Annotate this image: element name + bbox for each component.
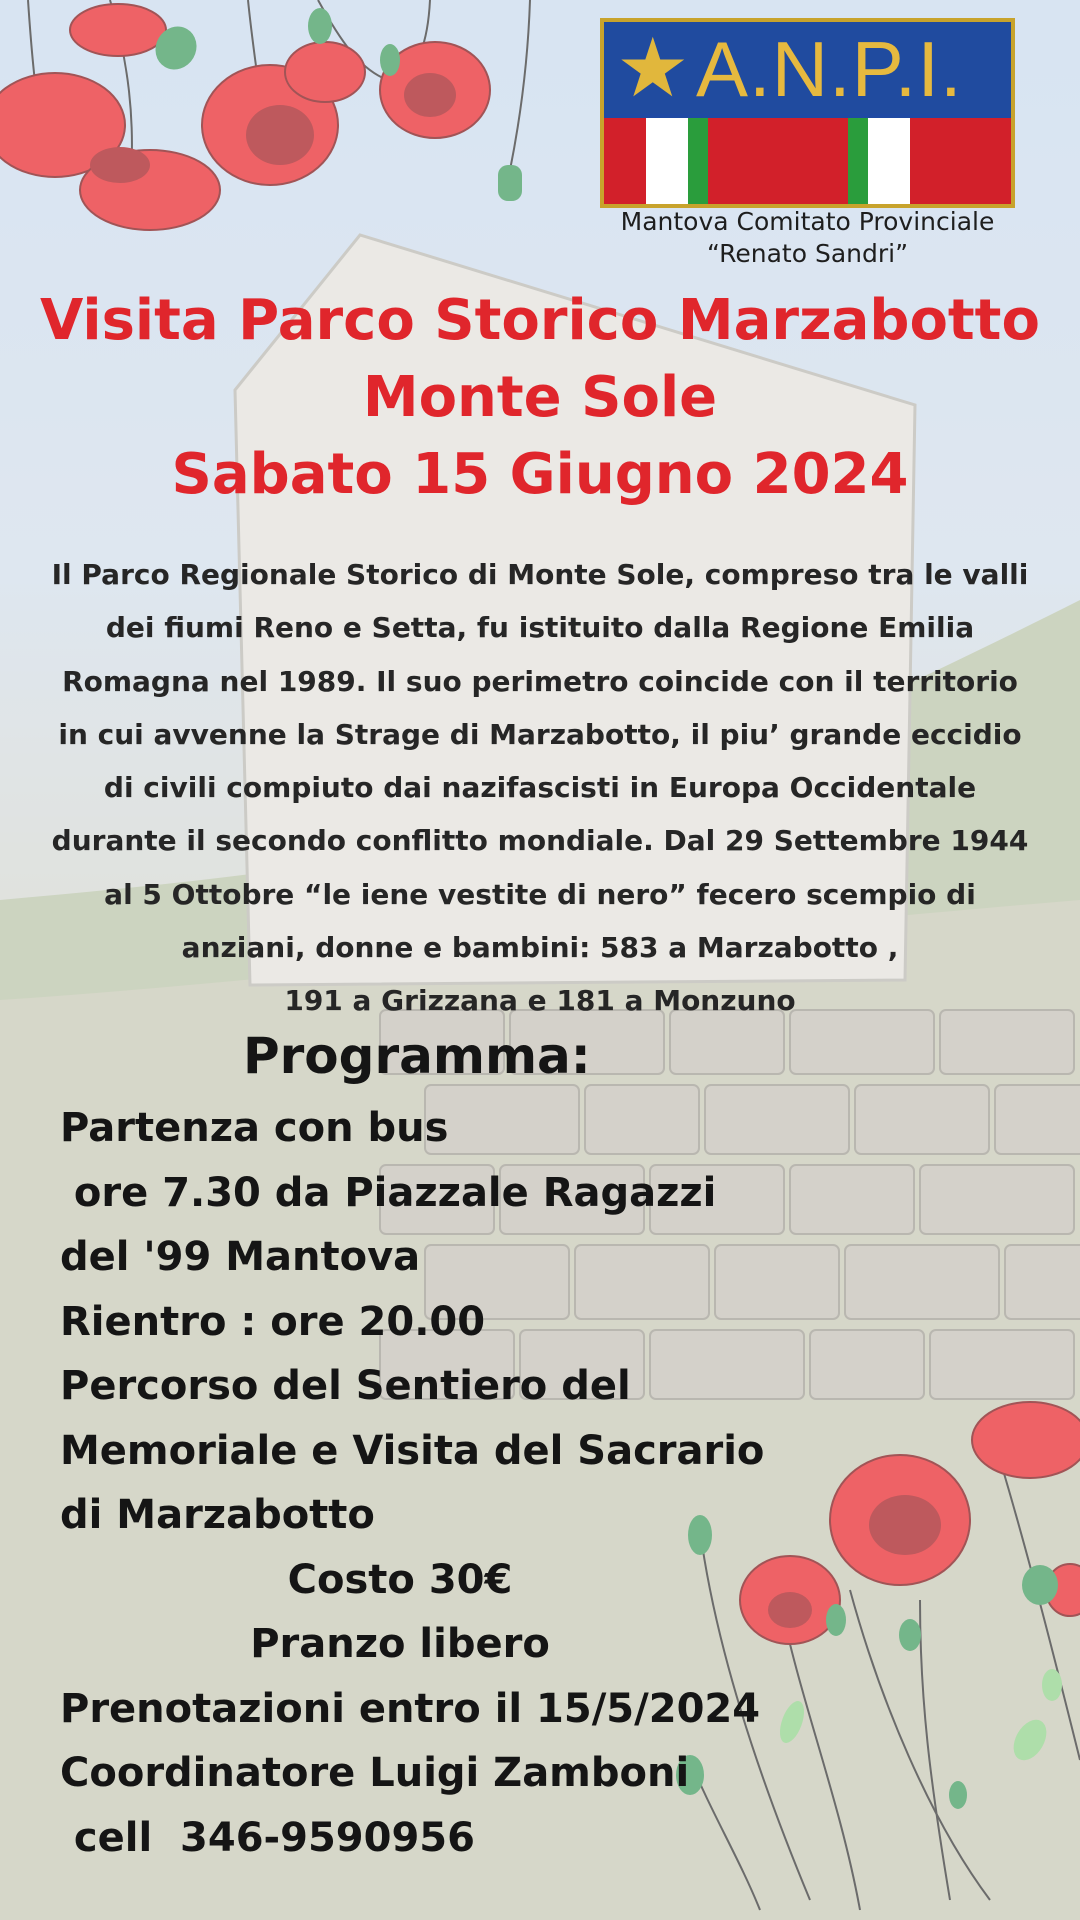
event-title: [40, 282, 1040, 513]
star-icon: ★: [616, 21, 690, 116]
program-line: Partenza con bus: [60, 1105, 449, 1151]
program-heading: Programma:: [243, 1027, 591, 1085]
logo-banner: [604, 22, 1011, 114]
coordinator-line: Coordinatore Luigi Zamboni: [60, 1750, 690, 1796]
program-line: Percorso del Sentiero del: [60, 1363, 631, 1409]
intro-line: in cui avvenne la Strage di Marzabotto, il piu’ grande eccidio: [58, 717, 1022, 751]
program-line: del '99 Mantova: [60, 1234, 421, 1280]
intro-line: di civili compiuto dai nazifascisti in Europa Occidentale: [103, 771, 977, 805]
cost-line: Costo 30€: [287, 1556, 513, 1603]
organization-line: Mantova Comitato Provinciale: [620, 207, 995, 236]
title-line: Visita Parco Storico Marzabotto: [40, 288, 1040, 353]
intro-line: al 5 Ottobre “le iene vestite di nero” fecero scempio di: [104, 877, 976, 911]
intro-line: Il Parco Regionale Storico di Monte Sole, compreso tra le valli: [51, 558, 1029, 591]
program-line: Memoriale e Visita del Sacrario: [60, 1427, 765, 1474]
title-line: Monte Sole: [362, 365, 718, 430]
program-line: ore 7.30 da Piazzale Ragazzi: [60, 1169, 717, 1216]
phone-line: cell 346-9590956: [60, 1814, 475, 1861]
intro-line: 191 a Grizzana e 181 a Monzuno: [284, 984, 796, 1018]
lunch-line: Pranzo libero: [250, 1621, 550, 1667]
organization-caption: [580, 206, 1035, 270]
logo-text: A.N.P.I.: [696, 25, 963, 113]
organization-line: “Renato Sandri”: [706, 239, 909, 268]
intro-line: anziani, donne e bambini: 583 a Marzabotto ,: [181, 931, 899, 965]
intro-paragraph: [50, 548, 1030, 1028]
intro-line: durante il secondo conflitto mondiale. Dal 29 Settembre 1944: [51, 824, 1029, 858]
italian-flag-stripes: [604, 118, 1011, 204]
intro-line: dei fiumi Reno e Setta, fu istituito dalla Regione Emilia: [105, 611, 975, 645]
intro-line: Romagna nel 1989. Il suo perimetro coincide con il territorio: [62, 664, 1018, 698]
booking-line: Prenotazioni entro il 15/5/2024: [60, 1685, 761, 1732]
program-line: Rientro : ore 20.00: [60, 1298, 486, 1345]
program-list: [60, 1096, 765, 1870]
title-line: Sabato 15 Giugno 2024: [171, 442, 909, 507]
anpi-logo: [600, 18, 1015, 208]
program-line: di Marzabotto: [60, 1492, 375, 1538]
